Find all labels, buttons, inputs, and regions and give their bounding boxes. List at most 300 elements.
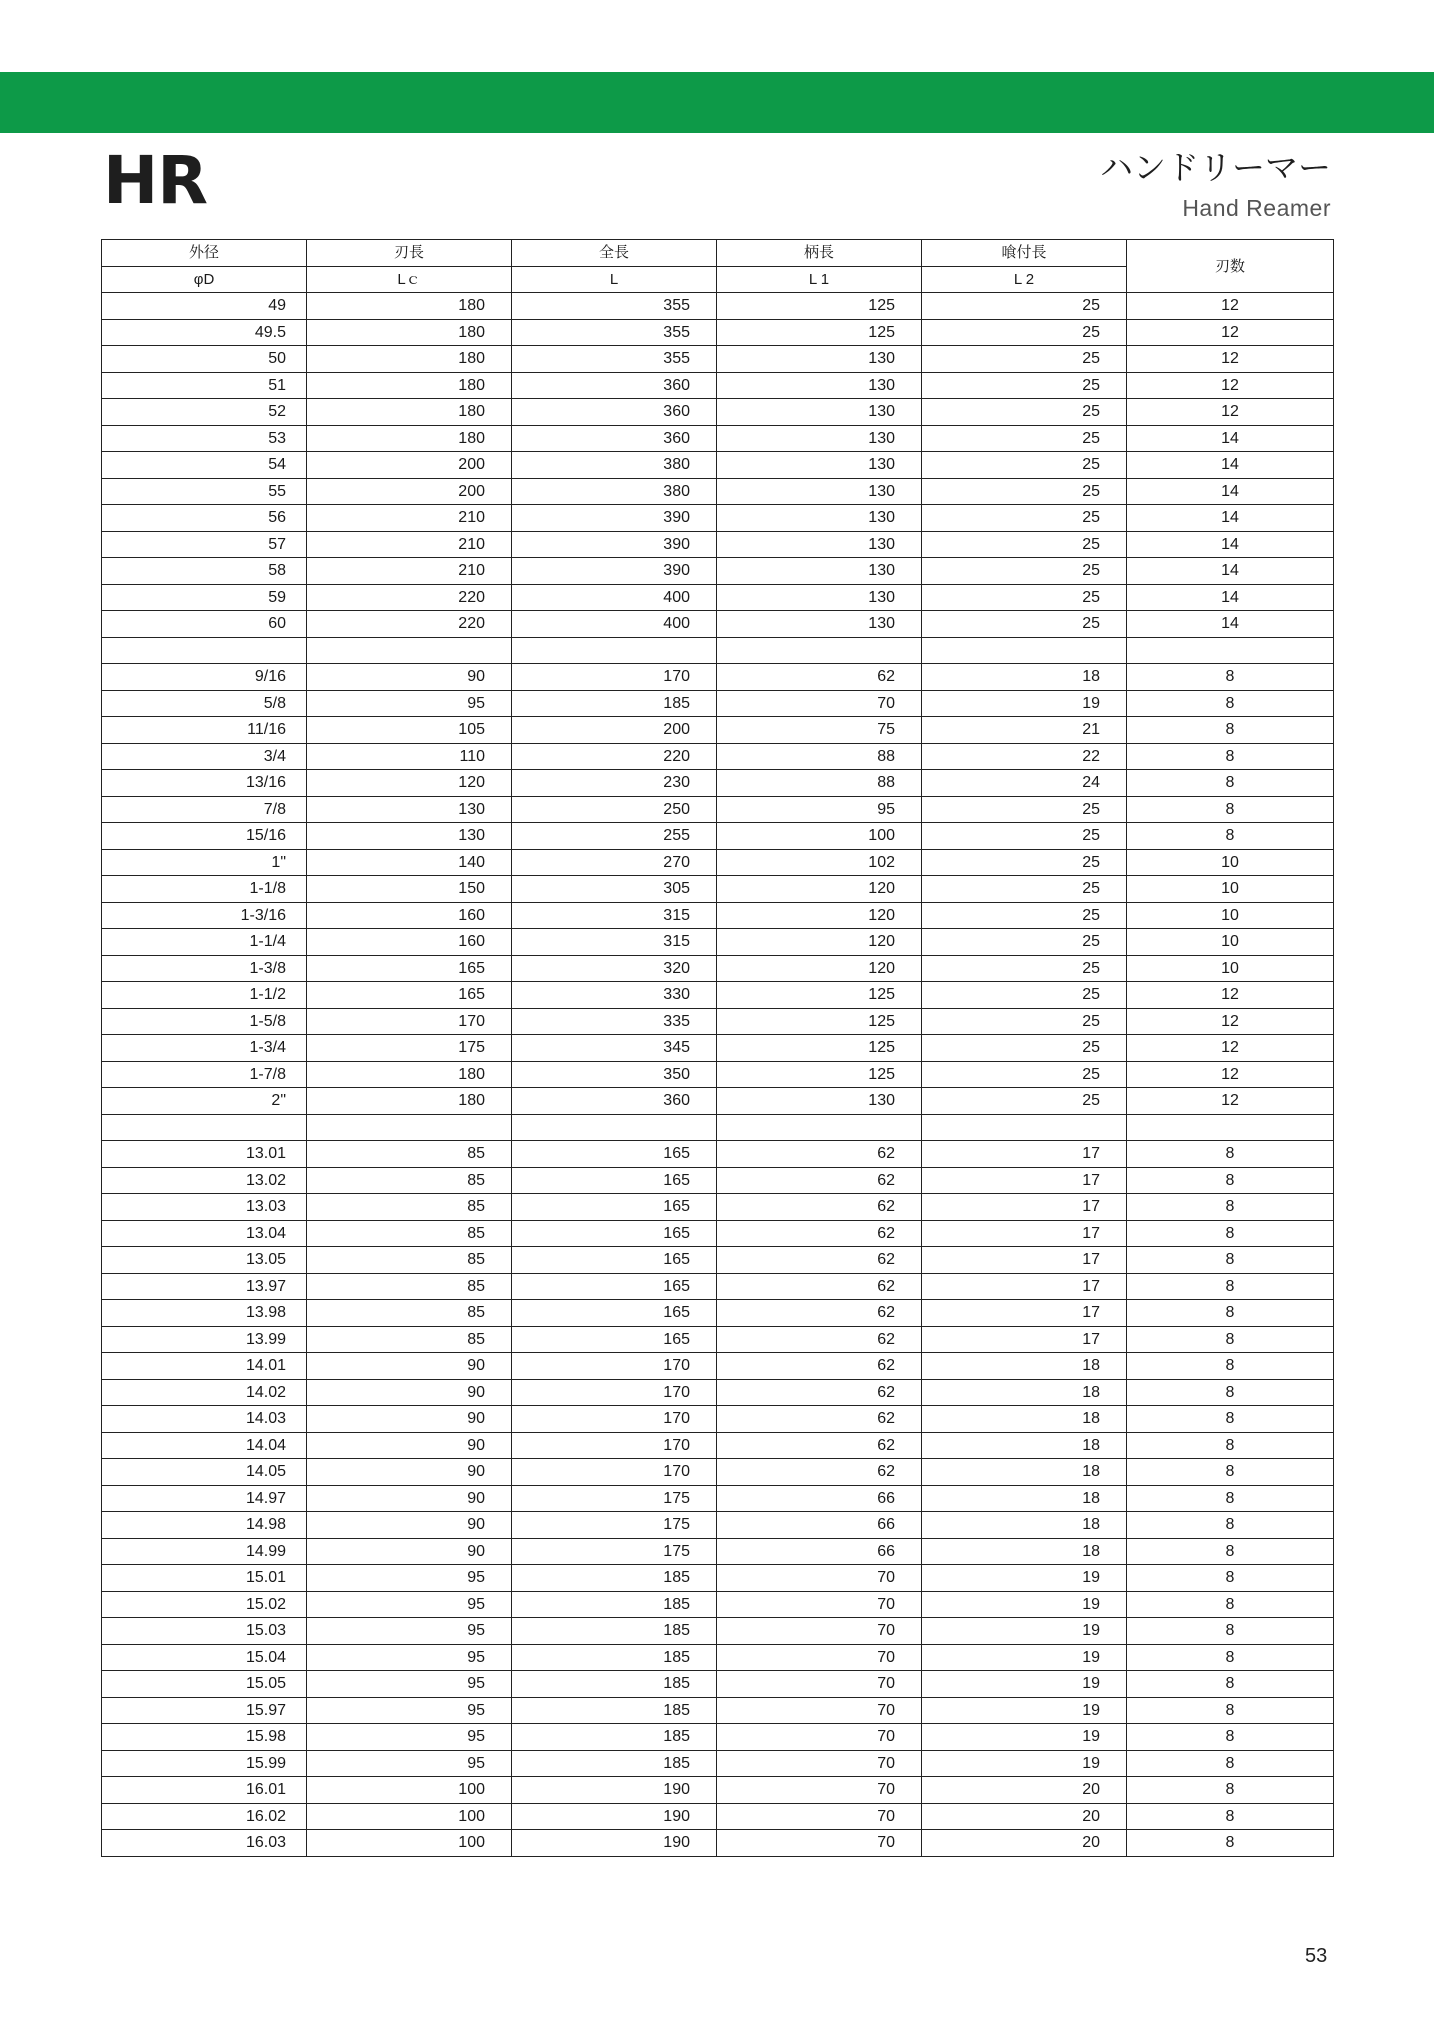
cell-shank-length: 130 (717, 584, 922, 611)
table-row (102, 1008, 1334, 1035)
cell-chamfer-length: 17 (922, 1141, 1127, 1168)
cell-flute-count: 8 (1127, 1406, 1334, 1433)
cell-diameter: 1-3/8 (102, 955, 307, 982)
table-row (102, 346, 1334, 373)
cell-overall-length: 165 (512, 1220, 717, 1247)
cell-flute-count: 14 (1127, 505, 1334, 532)
cell-flute-length: 90 (307, 664, 512, 691)
cell-flute-length: 170 (307, 1008, 512, 1035)
table-row (102, 1803, 1334, 1830)
cell-diameter: 7/8 (102, 796, 307, 823)
cell-flute-length: 90 (307, 1379, 512, 1406)
table-row (102, 690, 1334, 717)
cell-chamfer-length (922, 637, 1127, 664)
cell-shank-length: 62 (717, 1141, 922, 1168)
cell-flute-length: 85 (307, 1141, 512, 1168)
cell-chamfer-length: 25 (922, 319, 1127, 346)
cell-diameter: 5/8 (102, 690, 307, 717)
cell-shank-length: 70 (717, 1565, 922, 1592)
cell-overall-length: 185 (512, 1697, 717, 1724)
table-row (102, 849, 1334, 876)
cell-diameter (102, 1114, 307, 1141)
cell-diameter: 16.02 (102, 1803, 307, 1830)
product-title-english: Hand Reamer (1182, 195, 1331, 221)
cell-diameter: 14.02 (102, 1379, 307, 1406)
cell-flute-count: 10 (1127, 929, 1334, 956)
table-row (102, 1379, 1334, 1406)
cell-shank-length: 70 (717, 690, 922, 717)
cell-flute-count: 10 (1127, 876, 1334, 903)
header-symbol-l2: L 2 (922, 266, 1127, 293)
cell-flute-length: 150 (307, 876, 512, 903)
cell-diameter: 13.97 (102, 1273, 307, 1300)
cell-shank-length: 62 (717, 1379, 922, 1406)
cell-overall-length: 250 (512, 796, 717, 823)
cell-overall-length: 165 (512, 1247, 717, 1274)
cell-flute-count: 8 (1127, 1803, 1334, 1830)
cell-flute-length: 165 (307, 955, 512, 982)
table-row (102, 1485, 1334, 1512)
cell-flute-length: 95 (307, 1618, 512, 1645)
cell-diameter: 53 (102, 425, 307, 452)
cell-chamfer-length: 25 (922, 478, 1127, 505)
table-row (102, 293, 1334, 320)
table-row (102, 1141, 1334, 1168)
cell-flute-length: 180 (307, 425, 512, 452)
cell-flute-length: 210 (307, 558, 512, 585)
cell-shank-length: 62 (717, 1247, 922, 1274)
cell-diameter: 56 (102, 505, 307, 532)
cell-shank-length: 130 (717, 452, 922, 479)
table-row (102, 319, 1334, 346)
cell-diameter: 1-7/8 (102, 1061, 307, 1088)
cell-diameter: 54 (102, 452, 307, 479)
cell-overall-length (512, 637, 717, 664)
cell-diameter: 14.03 (102, 1406, 307, 1433)
cell-shank-length: 120 (717, 902, 922, 929)
cell-flute-length: 85 (307, 1194, 512, 1221)
table-row (102, 1432, 1334, 1459)
spec-table-header (102, 240, 1334, 293)
cell-flute-length: 85 (307, 1247, 512, 1274)
cell-overall-length: 170 (512, 1432, 717, 1459)
cell-chamfer-length: 19 (922, 1591, 1127, 1618)
cell-flute-count: 8 (1127, 1591, 1334, 1618)
cell-diameter: 13.99 (102, 1326, 307, 1353)
cell-diameter: 13.01 (102, 1141, 307, 1168)
cell-flute-length: 90 (307, 1538, 512, 1565)
cell-flute-count: 8 (1127, 1671, 1334, 1698)
table-row (102, 982, 1334, 1009)
cell-flute-count: 12 (1127, 1008, 1334, 1035)
cell-flute-count: 8 (1127, 743, 1334, 770)
cell-chamfer-length: 25 (922, 611, 1127, 638)
cell-shank-length: 70 (717, 1618, 922, 1645)
cell-chamfer-length: 25 (922, 372, 1127, 399)
cell-shank-length: 125 (717, 982, 922, 1009)
table-row (102, 1644, 1334, 1671)
cell-overall-length: 360 (512, 1088, 717, 1115)
cell-flute-length: 95 (307, 1724, 512, 1751)
cell-chamfer-length: 25 (922, 425, 1127, 452)
cell-flute-count: 10 (1127, 849, 1334, 876)
cell-shank-length: 95 (717, 796, 922, 823)
cell-chamfer-length: 25 (922, 955, 1127, 982)
cell-flute-length: 110 (307, 743, 512, 770)
cell-overall-length: 335 (512, 1008, 717, 1035)
header-symbol-l1: L 1 (717, 266, 922, 293)
cell-diameter: 13.03 (102, 1194, 307, 1221)
cell-overall-length: 390 (512, 505, 717, 532)
cell-flute-count: 14 (1127, 611, 1334, 638)
cell-flute-count: 12 (1127, 372, 1334, 399)
cell-overall-length: 220 (512, 743, 717, 770)
header-shank-length: 柄長 (717, 240, 922, 267)
cell-diameter: 50 (102, 346, 307, 373)
cell-chamfer-length: 19 (922, 1644, 1127, 1671)
cell-flute-length: 220 (307, 584, 512, 611)
cell-chamfer-length: 20 (922, 1830, 1127, 1857)
cell-chamfer-length: 19 (922, 1565, 1127, 1592)
cell-flute-length: 95 (307, 1750, 512, 1777)
cell-overall-length: 175 (512, 1485, 717, 1512)
cell-chamfer-length: 25 (922, 1088, 1127, 1115)
cell-chamfer-length: 17 (922, 1273, 1127, 1300)
cell-chamfer-length: 20 (922, 1777, 1127, 1804)
cell-flute-count: 8 (1127, 1485, 1334, 1512)
cell-flute-length: 220 (307, 611, 512, 638)
cell-chamfer-length: 19 (922, 1618, 1127, 1645)
cell-diameter: 15.97 (102, 1697, 307, 1724)
cell-flute-count: 8 (1127, 1167, 1334, 1194)
cell-overall-length: 315 (512, 929, 717, 956)
cell-diameter: 15/16 (102, 823, 307, 850)
cell-diameter: 1-3/4 (102, 1035, 307, 1062)
cell-shank-length: 120 (717, 955, 922, 982)
cell-flute-count: 12 (1127, 346, 1334, 373)
cell-overall-length: 165 (512, 1273, 717, 1300)
table-row (102, 1114, 1334, 1141)
cell-flute-length: 90 (307, 1353, 512, 1380)
table-row (102, 478, 1334, 505)
cell-shank-length: 62 (717, 1432, 922, 1459)
cell-shank-length: 66 (717, 1485, 922, 1512)
cell-diameter: 14.99 (102, 1538, 307, 1565)
cell-diameter: 51 (102, 372, 307, 399)
cell-flute-length: 95 (307, 1671, 512, 1698)
cell-flute-count: 8 (1127, 1220, 1334, 1247)
table-row (102, 717, 1334, 744)
table-row (102, 1220, 1334, 1247)
cell-shank-length: 62 (717, 664, 922, 691)
cell-overall-length: 170 (512, 1353, 717, 1380)
cell-flute-count: 12 (1127, 399, 1334, 426)
cell-diameter: 14.97 (102, 1485, 307, 1512)
cell-flute-count: 8 (1127, 1247, 1334, 1274)
cell-chamfer-length: 25 (922, 876, 1127, 903)
cell-flute-count: 8 (1127, 1724, 1334, 1751)
cell-flute-count: 8 (1127, 823, 1334, 850)
cell-shank-length: 62 (717, 1353, 922, 1380)
cell-overall-length: 400 (512, 611, 717, 638)
cell-diameter: 13.02 (102, 1167, 307, 1194)
cell-flute-count: 8 (1127, 1618, 1334, 1645)
cell-shank-length: 125 (717, 1035, 922, 1062)
cell-overall-length: 185 (512, 1644, 717, 1671)
cell-overall-length: 175 (512, 1512, 717, 1539)
table-row (102, 425, 1334, 452)
cell-flute-count: 8 (1127, 770, 1334, 797)
cell-flute-length: 180 (307, 1061, 512, 1088)
cell-diameter: 15.01 (102, 1565, 307, 1592)
cell-flute-length: 95 (307, 1697, 512, 1724)
cell-overall-length: 165 (512, 1141, 717, 1168)
table-row (102, 531, 1334, 558)
cell-flute-count: 12 (1127, 1088, 1334, 1115)
cell-chamfer-length: 25 (922, 452, 1127, 479)
cell-overall-length: 185 (512, 1724, 717, 1751)
cell-diameter: 14.05 (102, 1459, 307, 1486)
cell-overall-length: 185 (512, 1671, 717, 1698)
cell-flute-length: 210 (307, 505, 512, 532)
table-row (102, 796, 1334, 823)
cell-chamfer-length: 25 (922, 796, 1127, 823)
cell-flute-count: 8 (1127, 1273, 1334, 1300)
cell-flute-length: 130 (307, 796, 512, 823)
cell-shank-length: 130 (717, 611, 922, 638)
cell-chamfer-length: 18 (922, 1538, 1127, 1565)
cell-diameter: 15.03 (102, 1618, 307, 1645)
cell-overall-length: 165 (512, 1167, 717, 1194)
table-row (102, 1697, 1334, 1724)
cell-chamfer-length: 25 (922, 1008, 1127, 1035)
cell-flute-count: 8 (1127, 1565, 1334, 1592)
cell-chamfer-length: 25 (922, 558, 1127, 585)
cell-shank-length: 100 (717, 823, 922, 850)
cell-diameter: 52 (102, 399, 307, 426)
cell-flute-length: 95 (307, 1644, 512, 1671)
cell-flute-count: 14 (1127, 452, 1334, 479)
cell-diameter: 15.04 (102, 1644, 307, 1671)
cell-diameter: 49.5 (102, 319, 307, 346)
table-row (102, 1061, 1334, 1088)
cell-flute-length: 85 (307, 1220, 512, 1247)
cell-overall-length: 355 (512, 319, 717, 346)
cell-flute-length: 180 (307, 1088, 512, 1115)
cell-diameter: 14.04 (102, 1432, 307, 1459)
cell-overall-length: 190 (512, 1777, 717, 1804)
cell-flute-length: 95 (307, 690, 512, 717)
cell-diameter: 2" (102, 1088, 307, 1115)
cell-diameter: 1-1/8 (102, 876, 307, 903)
cell-shank-length: 70 (717, 1591, 922, 1618)
cell-chamfer-length: 25 (922, 505, 1127, 532)
cell-shank-length: 88 (717, 743, 922, 770)
cell-flute-count: 8 (1127, 1141, 1334, 1168)
cell-chamfer-length (922, 1114, 1127, 1141)
table-row (102, 1671, 1334, 1698)
cell-diameter: 13.04 (102, 1220, 307, 1247)
cell-flute-length: 160 (307, 902, 512, 929)
cell-shank-length: 120 (717, 876, 922, 903)
cell-diameter: 13/16 (102, 770, 307, 797)
cell-flute-count: 8 (1127, 664, 1334, 691)
cell-flute-count: 14 (1127, 425, 1334, 452)
cell-shank-length: 70 (717, 1803, 922, 1830)
cell-chamfer-length: 22 (922, 743, 1127, 770)
cell-shank-length: 62 (717, 1326, 922, 1353)
cell-overall-length: 170 (512, 1406, 717, 1433)
table-row (102, 1512, 1334, 1539)
cell-diameter: 13.05 (102, 1247, 307, 1274)
cell-diameter: 55 (102, 478, 307, 505)
table-row (102, 611, 1334, 638)
cell-overall-length: 230 (512, 770, 717, 797)
cell-flute-count: 14 (1127, 584, 1334, 611)
header-symbol-d: φD (102, 266, 307, 293)
cell-shank-length: 130 (717, 372, 922, 399)
cell-flute-length: 100 (307, 1777, 512, 1804)
cell-overall-length: 165 (512, 1194, 717, 1221)
cell-overall-length: 185 (512, 1750, 717, 1777)
cell-flute-count: 14 (1127, 531, 1334, 558)
cell-flute-length: 180 (307, 319, 512, 346)
cell-flute-count: 8 (1127, 690, 1334, 717)
cell-overall-length: 345 (512, 1035, 717, 1062)
cell-overall-length: 355 (512, 346, 717, 373)
cell-flute-count: 8 (1127, 796, 1334, 823)
cell-overall-length: 185 (512, 1591, 717, 1618)
cell-overall-length: 390 (512, 531, 717, 558)
cell-flute-count: 8 (1127, 1432, 1334, 1459)
cell-chamfer-length: 17 (922, 1326, 1127, 1353)
table-row (102, 1459, 1334, 1486)
cell-diameter: 58 (102, 558, 307, 585)
cell-overall-length: 350 (512, 1061, 717, 1088)
cell-flute-count: 12 (1127, 319, 1334, 346)
cell-flute-count: 8 (1127, 717, 1334, 744)
table-row (102, 1167, 1334, 1194)
cell-overall-length: 255 (512, 823, 717, 850)
cell-flute-count: 8 (1127, 1697, 1334, 1724)
cell-overall-length: 390 (512, 558, 717, 585)
cell-diameter: 15.98 (102, 1724, 307, 1751)
cell-flute-length: 120 (307, 770, 512, 797)
cell-flute-length (307, 1114, 512, 1141)
cell-overall-length: 380 (512, 452, 717, 479)
cell-flute-length: 165 (307, 982, 512, 1009)
cell-flute-count: 12 (1127, 982, 1334, 1009)
header-row-top (102, 240, 1334, 267)
cell-chamfer-length: 18 (922, 1512, 1127, 1539)
cell-flute-length (307, 637, 512, 664)
cell-overall-length: 360 (512, 372, 717, 399)
table-row (102, 1273, 1334, 1300)
cell-chamfer-length: 17 (922, 1167, 1127, 1194)
cell-flute-length: 180 (307, 346, 512, 373)
cell-flute-length: 140 (307, 849, 512, 876)
cell-overall-length: 305 (512, 876, 717, 903)
cell-chamfer-length: 25 (922, 823, 1127, 850)
cell-shank-length: 66 (717, 1538, 922, 1565)
table-row (102, 1591, 1334, 1618)
cell-flute-length: 200 (307, 478, 512, 505)
cell-chamfer-length: 18 (922, 1485, 1127, 1512)
cell-flute-count: 8 (1127, 1830, 1334, 1857)
table-row (102, 1618, 1334, 1645)
cell-shank-length: 70 (717, 1777, 922, 1804)
cell-shank-length: 75 (717, 717, 922, 744)
cell-overall-length: 360 (512, 425, 717, 452)
cell-chamfer-length: 19 (922, 1724, 1127, 1751)
cell-flute-length: 175 (307, 1035, 512, 1062)
table-row (102, 902, 1334, 929)
header-symbol-l: L (512, 266, 717, 293)
cell-flute-count (1127, 637, 1334, 664)
cell-shank-length: 130 (717, 425, 922, 452)
cell-flute-length: 200 (307, 452, 512, 479)
table-row (102, 399, 1334, 426)
cell-diameter: 59 (102, 584, 307, 611)
cell-flute-count: 8 (1127, 1326, 1334, 1353)
cell-chamfer-length: 20 (922, 1803, 1127, 1830)
cell-chamfer-length: 18 (922, 1379, 1127, 1406)
cell-diameter: 60 (102, 611, 307, 638)
cell-shank-length: 70 (717, 1724, 922, 1751)
cell-shank-length (717, 637, 922, 664)
cell-chamfer-length: 21 (922, 717, 1127, 744)
cell-overall-length (512, 1114, 717, 1141)
cell-flute-count: 14 (1127, 478, 1334, 505)
cell-diameter: 15.99 (102, 1750, 307, 1777)
product-code-logo: HR (103, 142, 208, 219)
cell-flute-length: 95 (307, 1565, 512, 1592)
cell-diameter: 1-5/8 (102, 1008, 307, 1035)
cell-chamfer-length: 18 (922, 664, 1127, 691)
cell-chamfer-length: 25 (922, 1061, 1127, 1088)
spec-table-body (102, 293, 1334, 1857)
cell-shank-length: 62 (717, 1167, 922, 1194)
cell-overall-length: 165 (512, 1326, 717, 1353)
cell-shank-length: 70 (717, 1644, 922, 1671)
cell-flute-count: 8 (1127, 1379, 1334, 1406)
cell-shank-length: 120 (717, 929, 922, 956)
table-row (102, 505, 1334, 532)
cell-flute-count: 8 (1127, 1512, 1334, 1539)
cell-chamfer-length: 25 (922, 584, 1127, 611)
cell-overall-length: 200 (512, 717, 717, 744)
cell-diameter: 14.01 (102, 1353, 307, 1380)
table-row (102, 929, 1334, 956)
table-row (102, 1406, 1334, 1433)
cell-overall-length: 170 (512, 1459, 717, 1486)
cell-flute-count: 12 (1127, 1035, 1334, 1062)
cell-flute-length: 90 (307, 1459, 512, 1486)
table-row (102, 1538, 1334, 1565)
cell-diameter: 1-1/4 (102, 929, 307, 956)
cell-shank-length: 102 (717, 849, 922, 876)
cell-shank-length: 62 (717, 1220, 922, 1247)
cell-overall-length: 165 (512, 1300, 717, 1327)
page-number: 53 (1305, 1945, 1328, 1967)
cell-flute-count: 8 (1127, 1538, 1334, 1565)
cell-chamfer-length: 17 (922, 1300, 1127, 1327)
cell-flute-length: 180 (307, 399, 512, 426)
cell-shank-length: 66 (717, 1512, 922, 1539)
cell-flute-length: 90 (307, 1406, 512, 1433)
table-row (102, 558, 1334, 585)
header-flute-count: 刃数 (1127, 240, 1334, 293)
